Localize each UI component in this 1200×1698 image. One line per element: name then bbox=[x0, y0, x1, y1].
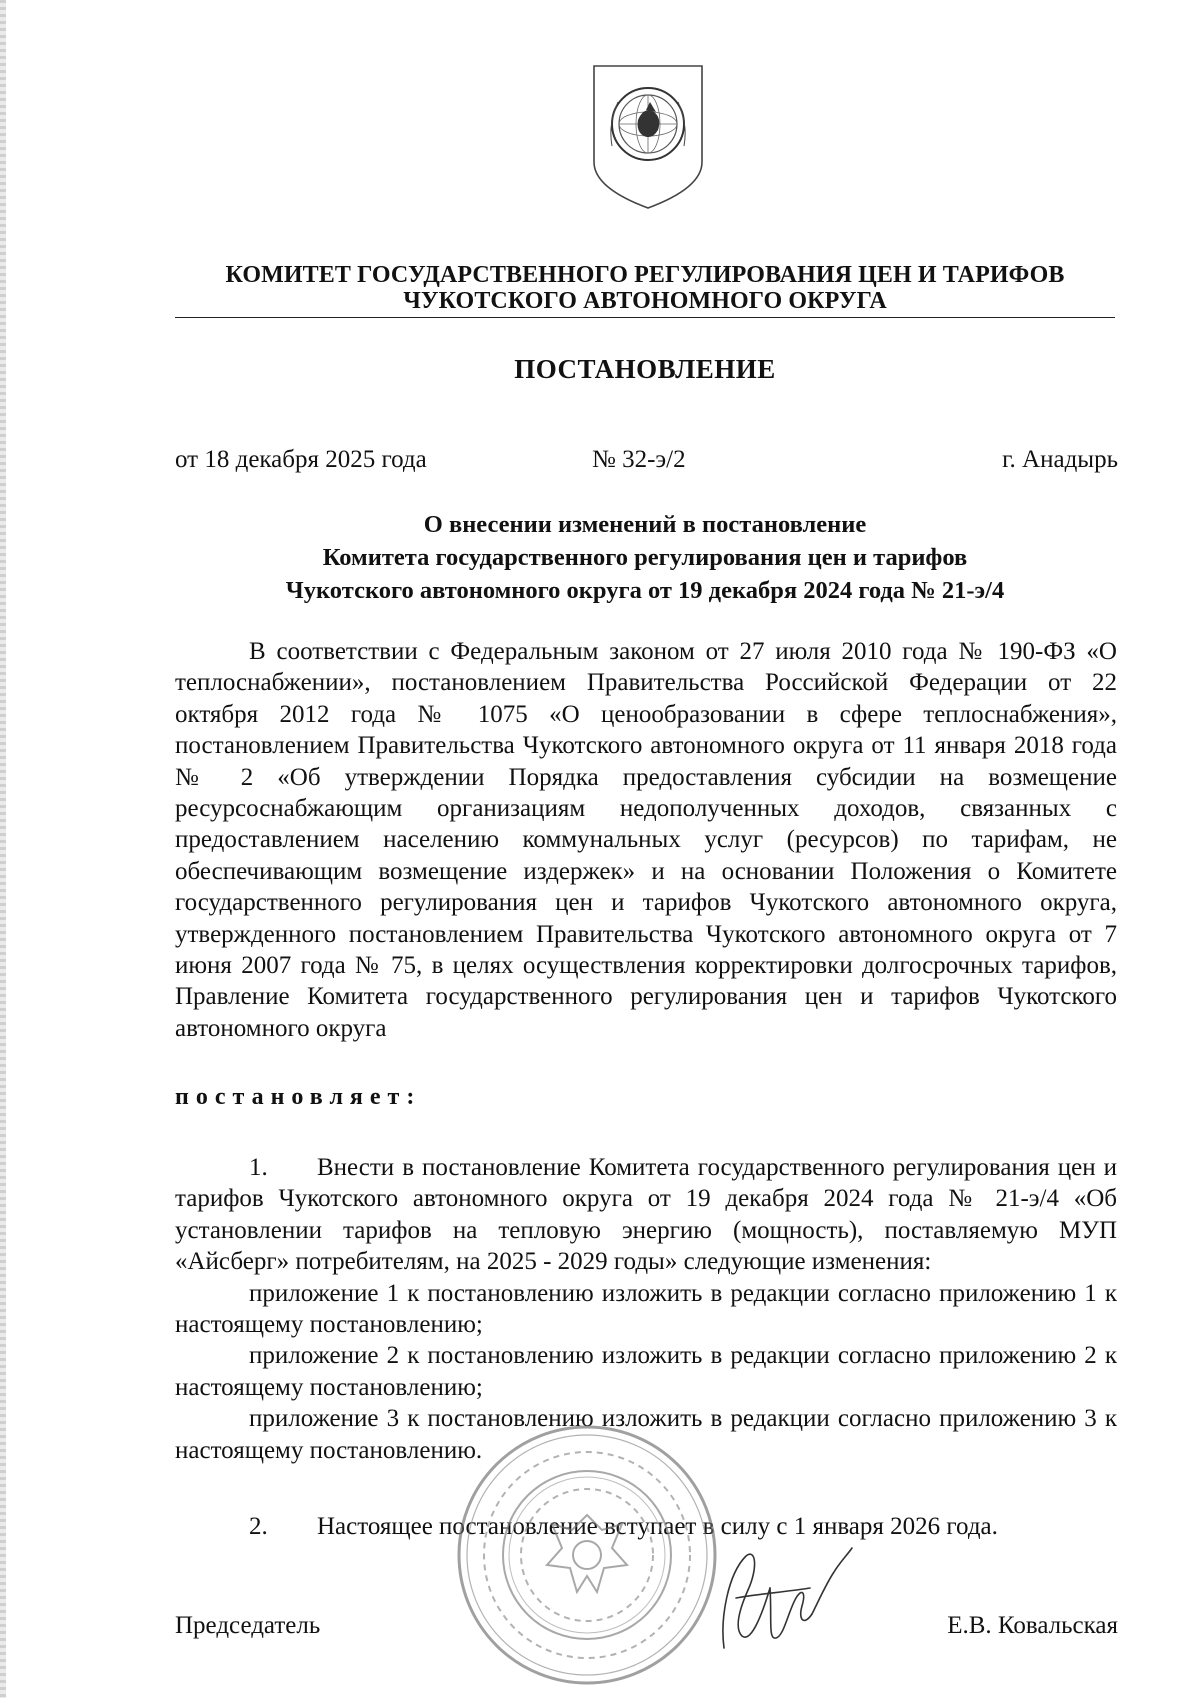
header-divider bbox=[175, 317, 1115, 318]
item-1-sub-2: приложение 2 к постановлению изложить в редакции согласно приложению 2 к настоящему постановлению; bbox=[175, 1342, 1117, 1401]
item-1-text: Внести в постановление Комитета государственного регулирования цен и тарифов Чукотского автономного округа от 19 декабря 2024 года № 21-э/4 «Об установлении тарифов на тепловую энергию (мощность), поставляемую МУП «Айсберг» потребителям, на 2025 - 2029 годы» следующие изменения: bbox=[175, 1154, 1117, 1276]
document-number: № 32-э/2 bbox=[592, 446, 686, 473]
item-1-sub-1: приложение 1 к постановлению изложить в редакции согласно приложению 1 к настоящему постановлению; bbox=[175, 1279, 1117, 1339]
item-1-sub-3: приложение 3 к постановлению изложить в редакции согласно приложению 3 к настоящему постановлению. bbox=[175, 1405, 1117, 1464]
official-seal-icon bbox=[452, 1420, 722, 1690]
item-1-paragraph bbox=[175, 1152, 1117, 1278]
signatory-name: Е.В. Ковальская bbox=[947, 1612, 1118, 1639]
title-line-3: Чукотского автономного округа от 19 декабря 2024 года № 21-э/4 bbox=[285, 577, 1005, 604]
item-2-number: 2. bbox=[249, 1513, 268, 1540]
coat-of-arms-icon bbox=[588, 62, 708, 212]
organization-name bbox=[175, 262, 1115, 314]
document-type: ПОСТАНОВЛЕНИЕ bbox=[514, 354, 776, 384]
signature-icon bbox=[706, 1528, 856, 1668]
document-date: от 18 декабря 2025 года bbox=[175, 446, 427, 473]
scan-edge bbox=[0, 0, 6, 1698]
decrees-word: постановляет: bbox=[175, 1084, 422, 1110]
signatory-role: Председатель bbox=[175, 1612, 321, 1639]
item-1-number: 1. bbox=[249, 1154, 268, 1181]
organization-line-2: ЧУКОТСКОГО АВТОНОМНОГО ОКРУГА bbox=[403, 288, 887, 314]
preamble-paragraph: В соответствии с Федеральным законом от 27 июля 2010 года № 190-ФЗ «О теплоснабжении», постановлением Правительства Российской Федерации от 22 октября 2012 года № 1075 «О ценообразовании в сфере теплоснабжения», постановлением Правительства Чукотского автономного округа от 11 января 2018 года № 2 «Об утверждении Порядка предоставления субсидии на возмещение ресурсоснабжающим организациям недополученных доходов, связанных с предоставлением населению коммунальных услуг (ресурсов) по тарифам, не обеспечивающим возмещение издержек» и на основании Положения о Комитете государственного регулирования цен и тарифов Чукотского автономного округа, утвержденного постановлением Правительства Чукотского автономного округа от 7 июня 2007 года № 75, в целях осуществления корректировки долгосрочных тарифов, Правление Комитета государственного регулирования цен и тарифов Чукотского автономного округа bbox=[175, 638, 1117, 1042]
organization-line-1: КОМИТЕТ ГОСУДАРСТВЕННОГО РЕГУЛИРОВАНИЯ ЦЕН И ТАРИФОВ bbox=[225, 262, 1065, 288]
title-line-2: Комитета государственного регулирования цен и тарифов bbox=[322, 544, 968, 571]
item-2-text: Настоящее постановление вступает в силу с 1 января 2026 года. bbox=[317, 1513, 998, 1540]
document-title bbox=[175, 508, 1115, 607]
document-city: г. Анадырь bbox=[1002, 446, 1118, 473]
item-1 bbox=[175, 1152, 1117, 1466]
title-line-1: О внесении изменений в постановление bbox=[423, 511, 867, 538]
